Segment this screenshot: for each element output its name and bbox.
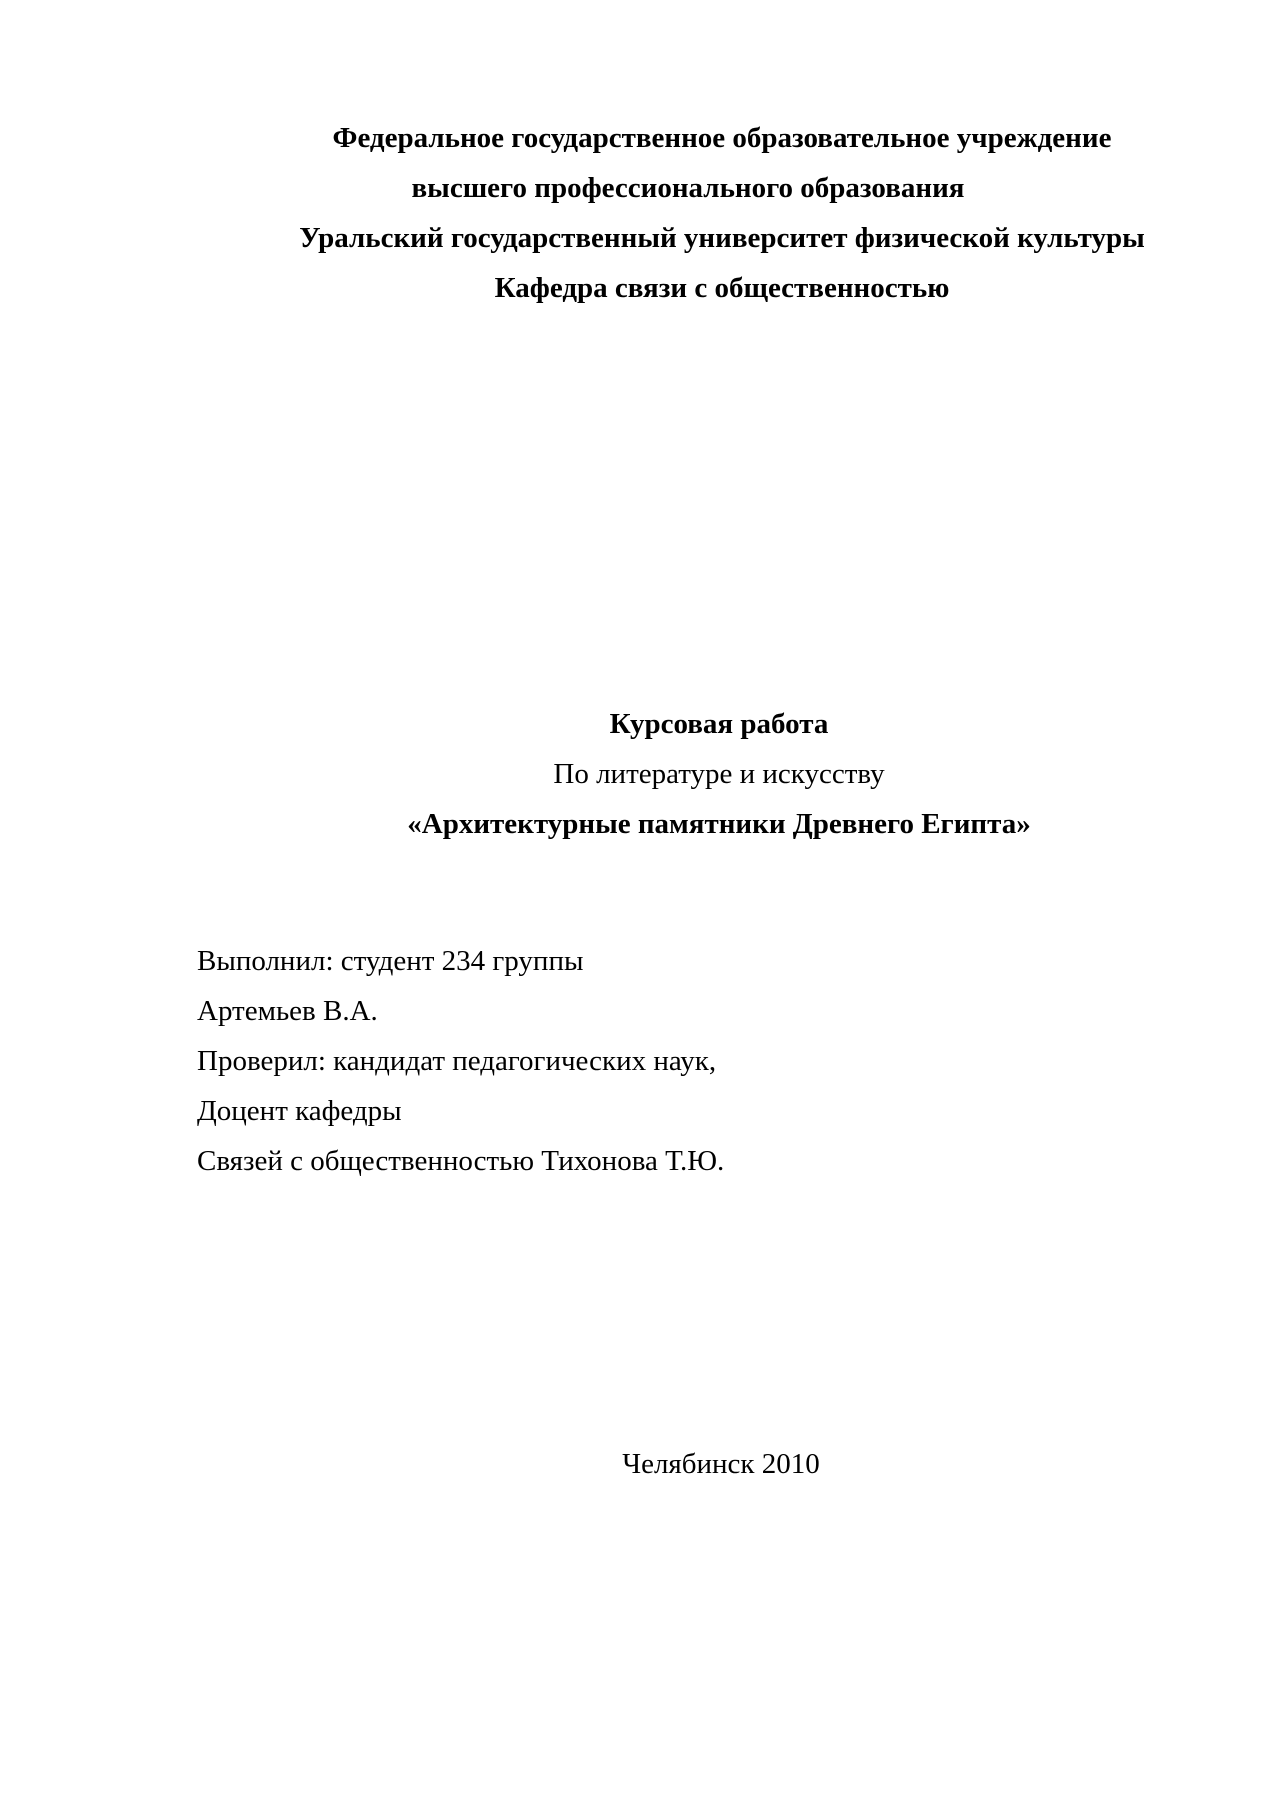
work-subject: По литературе и искусству — [553, 758, 885, 790]
student-name-line: Артемьев В.А. — [197, 995, 378, 1027]
performed-by-line: Выполнил: студент 234 группы — [197, 945, 584, 977]
work-topic: «Архитектурные памятники Древнего Египта» — [407, 808, 1031, 840]
header-line-university: Уральский государственный университет физической культуры — [299, 222, 1145, 254]
city-year: Челябинск 2010 — [622, 1448, 820, 1480]
header-line-education-level: высшего профессионального образования — [411, 172, 965, 204]
supervisor-position-line: Доцент кафедры — [197, 1095, 402, 1127]
header-line-institution-type: Федеральное государственное образовательное учреждение — [332, 122, 1112, 154]
checked-by-line: Проверил: кандидат педагогических наук, — [197, 1045, 717, 1077]
supervisor-department-line: Связей с общественностью Тихонова Т.Ю. — [197, 1145, 725, 1177]
work-type-title: Курсовая работа — [609, 708, 829, 740]
header-line-department: Кафедра связи с общественностью — [494, 272, 950, 304]
